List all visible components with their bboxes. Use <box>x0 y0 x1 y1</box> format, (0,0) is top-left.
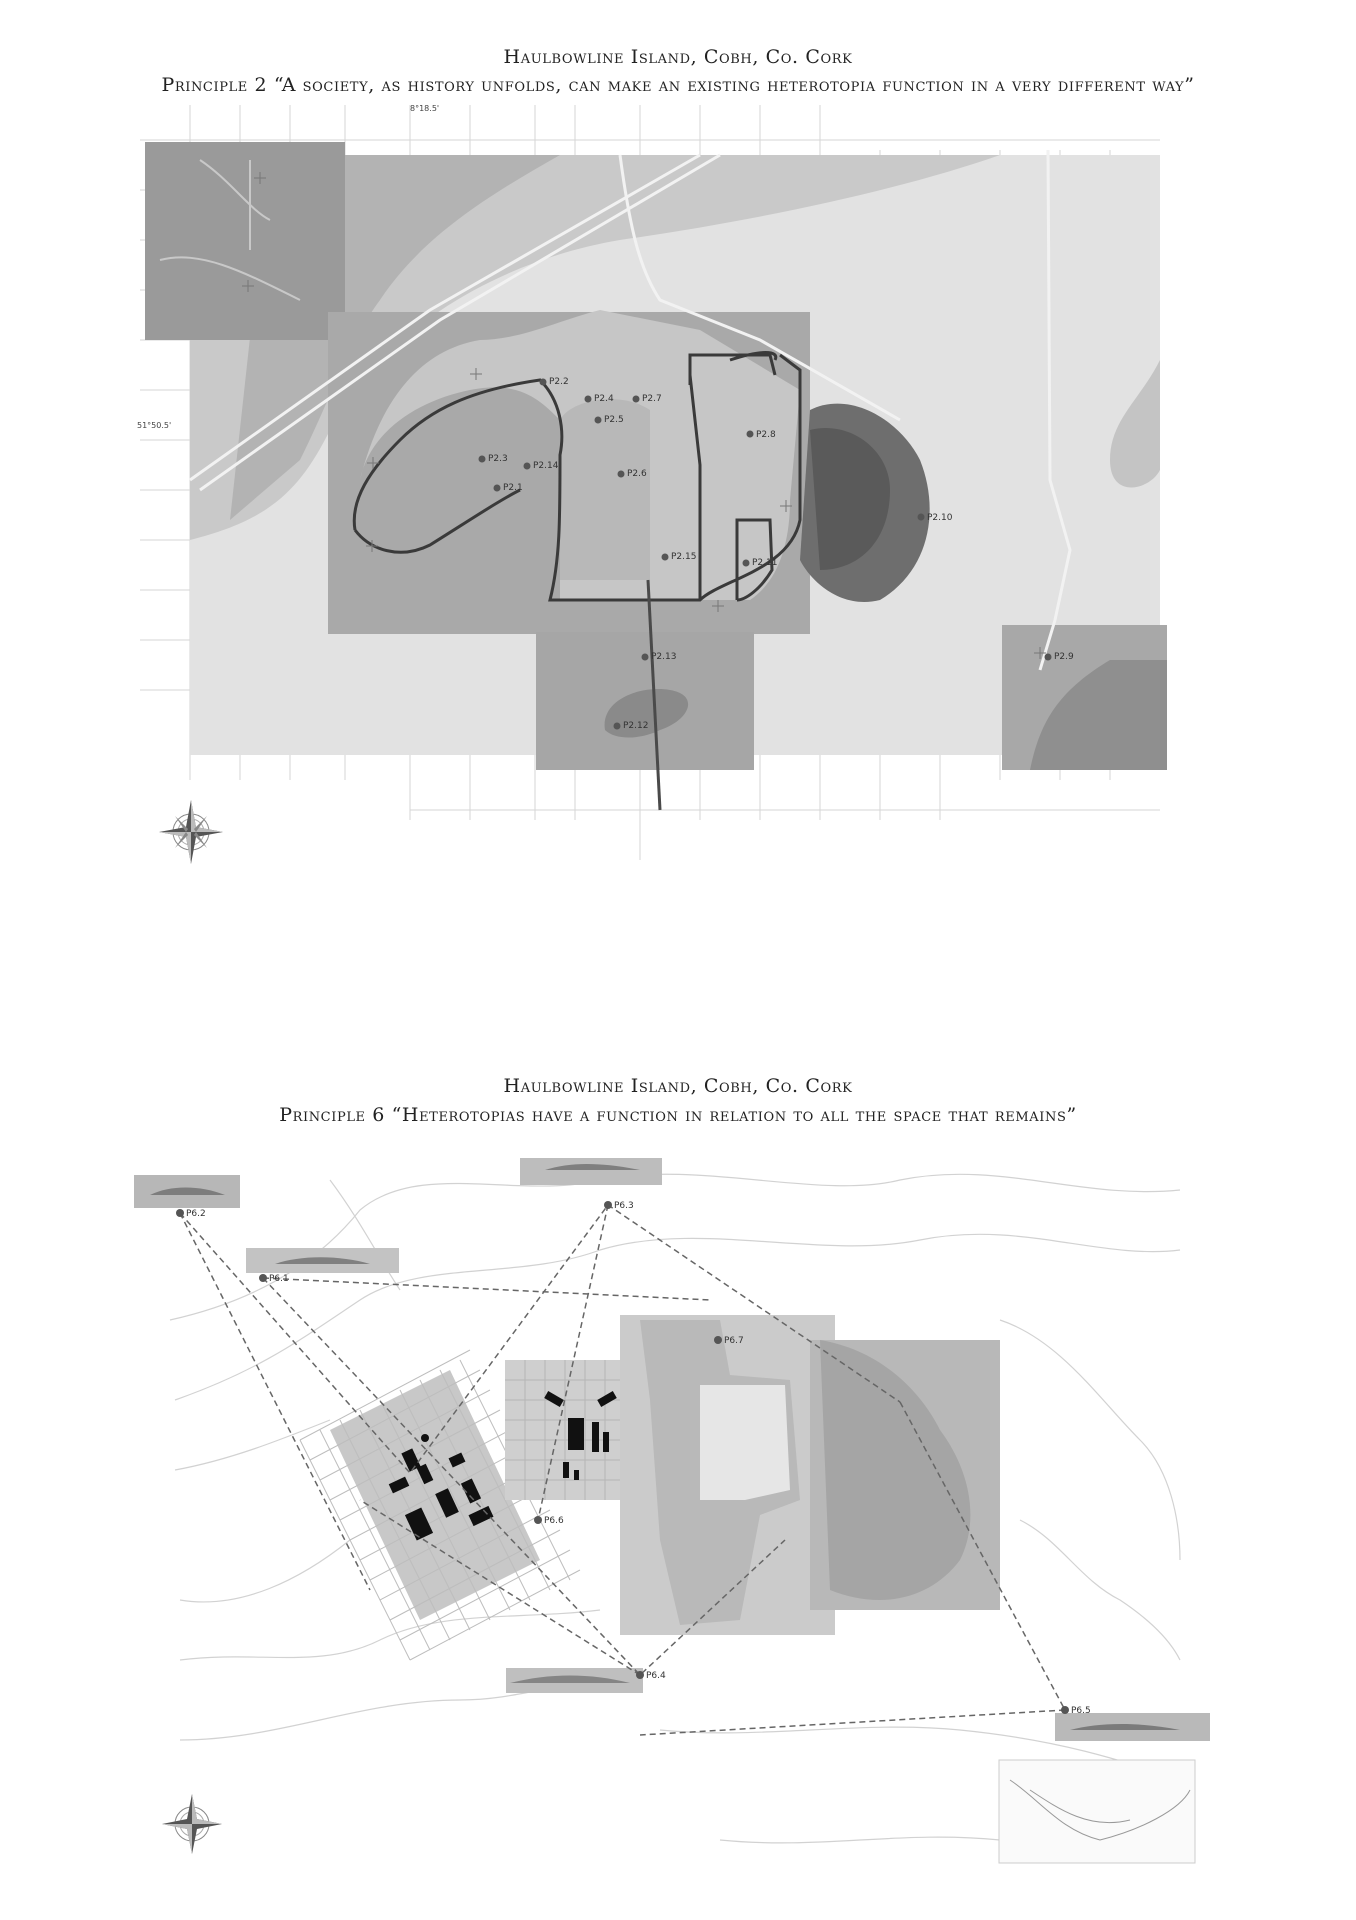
point-label: P2.3 <box>488 454 508 464</box>
compass-rose-icon <box>159 800 223 864</box>
point-label: P2.10 <box>927 513 953 523</box>
point-label: P2.4 <box>594 394 614 404</box>
point-label: P2.9 <box>1054 652 1074 662</box>
point-label: P6.6 <box>544 1516 564 1526</box>
latitude-label: 51°50.5' <box>137 421 172 430</box>
principle-6-map <box>0 1140 1356 1920</box>
point-label: P6.3 <box>614 1201 634 1211</box>
point-label: P2.5 <box>604 415 624 425</box>
point-label: P2.8 <box>756 430 776 440</box>
point-label: P2.15 <box>671 552 697 562</box>
point-label: P6.2 <box>186 1209 206 1219</box>
compass-rose-icon <box>162 1794 222 1854</box>
point-label: P6.5 <box>1071 1706 1091 1716</box>
longitude-label: 8°18.5' <box>410 104 440 113</box>
aerial-inset-top-left <box>145 142 345 340</box>
point-label: P2.13 <box>651 652 677 662</box>
point-label: P2.11 <box>752 558 778 568</box>
port-aerial <box>620 1315 1000 1635</box>
map2-title: Haulbowline Island, Cobh, Co. Cork <box>503 1075 853 1097</box>
point-label: P2.12 <box>623 721 649 731</box>
point-label: P6.7 <box>724 1336 744 1346</box>
grid-block-left <box>300 1350 630 1660</box>
point-label: P6.1 <box>269 1274 289 1284</box>
point-label: P2.7 <box>642 394 662 404</box>
map1-subtitle: Principle 2 “A society, as history unfolds, can make an existing heterotopia function in a very different way” <box>161 74 1195 96</box>
point-label: P2.6 <box>627 469 647 479</box>
map2-subtitle: Principle 6 “Heterotopias have a function in relation to all the space that remains” <box>279 1104 1077 1126</box>
map1-title: Haulbowline Island, Cobh, Co. Cork <box>503 46 853 68</box>
point-label: P2.14 <box>533 461 559 471</box>
point-label: P6.4 <box>646 1671 666 1681</box>
point-label: P2.1 <box>503 483 523 493</box>
point-label: P2.2 <box>549 377 569 387</box>
principle-2-map <box>0 100 1356 880</box>
